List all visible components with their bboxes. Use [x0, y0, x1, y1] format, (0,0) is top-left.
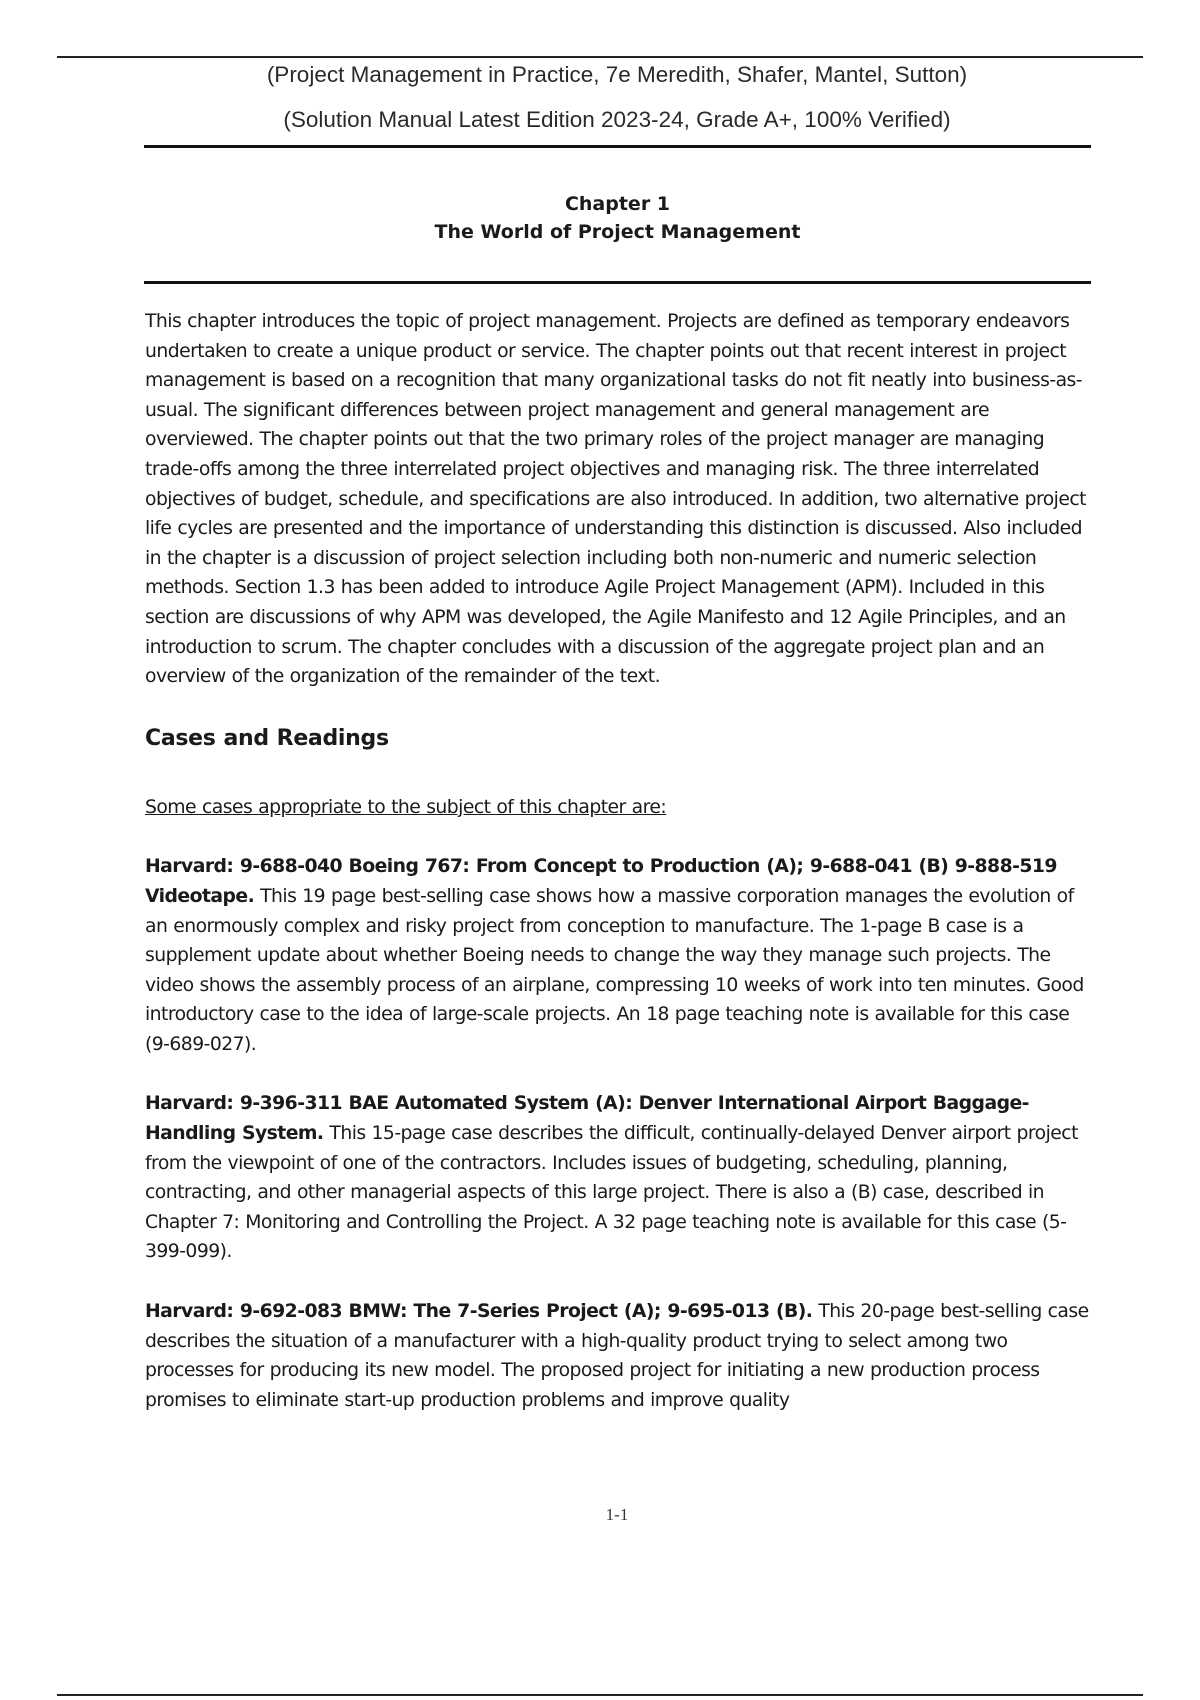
chapter-title: The World of Project Management	[434, 221, 801, 243]
case-description: This 15-page case describes the difficult, continually-delayed Denver airport project from the viewpoint of one of the contractors. Includes issues of budgeting, scheduling, planning, contracting, and other managerial aspects of this large project. There is also a (B) case, described in Chapter 7: Monitoring and Controlling the Project. A 32 page teaching note is available for this case (5-399-099).	[145, 1123, 1078, 1263]
document-body	[145, 307, 1095, 1415]
page-number: 1-1	[605, 1505, 629, 1524]
header-book-title: (Project Management in Practice, 7e Meredith, Shafer, Mantel, Sutton)	[266, 62, 968, 87]
case-title: Harvard: 9-688-040 Boeing 767: From Concept to Production (A); 9-688-041 (B) 9-888-519 Videotape.	[145, 856, 1057, 907]
header-divider	[144, 145, 1091, 148]
chapter-heading	[144, 190, 1091, 246]
case-title: Harvard: 9-692-083 BMW: The 7-Series Project (A); 9-695-013 (B).	[145, 1301, 813, 1323]
cases-subheading: Some cases appropriate to the subject of this chapter are:	[145, 796, 667, 818]
intro-paragraph: This chapter introduces the topic of project management. Projects are defined as temporary endeavors undertaken to create a unique product or service. The chapter points out that recent interest in project management is based on a recognition that many organizational tasks do not fit neatly into business-as-usual. The significant differences between project management and general management are overviewed. The chapter points out that the two primary roles of the project manager are managing trade-offs among the three interrelated project objectives and managing risk. The three interrelated objectives of budget, schedule, and specifications are also introduced. In addition, two alternative project life cycles are presented and the importance of understanding this distinction is discussed. Also included in the chapter is a discussion of project selection including both non-numeric and numeric selection methods. Section 1.3 has been added to introduce Agile Project Management (APM). Included in this section are discussions of why APM was developed, the Agile Manifesto and 12 Agile Principles, and an introduction to scrum. The chapter concludes with a discussion of the aggregate project plan and an overview of the organization of the remainder of the text.	[145, 311, 1086, 688]
top-border-rule	[57, 56, 1143, 58]
chapter-number: Chapter 1	[564, 193, 671, 215]
case-title: Harvard: 9-396-311 BAE Automated System (A): Denver International Airport Baggage-Handling System.	[145, 1093, 1029, 1145]
case-entry-bmw	[145, 1297, 1095, 1415]
section-heading-cases: Cases and Readings	[145, 725, 389, 751]
chapter-divider	[144, 281, 1091, 284]
bottom-border-rule	[57, 1694, 1143, 1696]
case-description: This 19 page best-selling case shows how a massive corporation manages the evolution of an enormously complex and risky project from conception to manufacture. The 1-page B case is a supplement update about whether Boeing needs to change the way they manage such projects. The video shows the assembly process of an airplane, compressing 10 weeks of work into ten minutes. Good introductory case to the idea of large-scale projects. An 18 page teaching note is available for this case (9-689-027).	[145, 885, 1084, 1055]
case-description: This 20-page best-selling case describes the situation of a manufacturer with a high-quality product trying to select among two processes for producing its new model. The proposed project for initiating a new production process promises to eliminate start-up production problems and improve quality	[145, 1301, 1089, 1411]
header-edition-note: (Solution Manual Latest Edition 2023-24, Grade A+, 100% Verified)	[283, 107, 951, 132]
case-entry-bae	[145, 1089, 1095, 1267]
case-entry-boeing	[145, 852, 1095, 1059]
